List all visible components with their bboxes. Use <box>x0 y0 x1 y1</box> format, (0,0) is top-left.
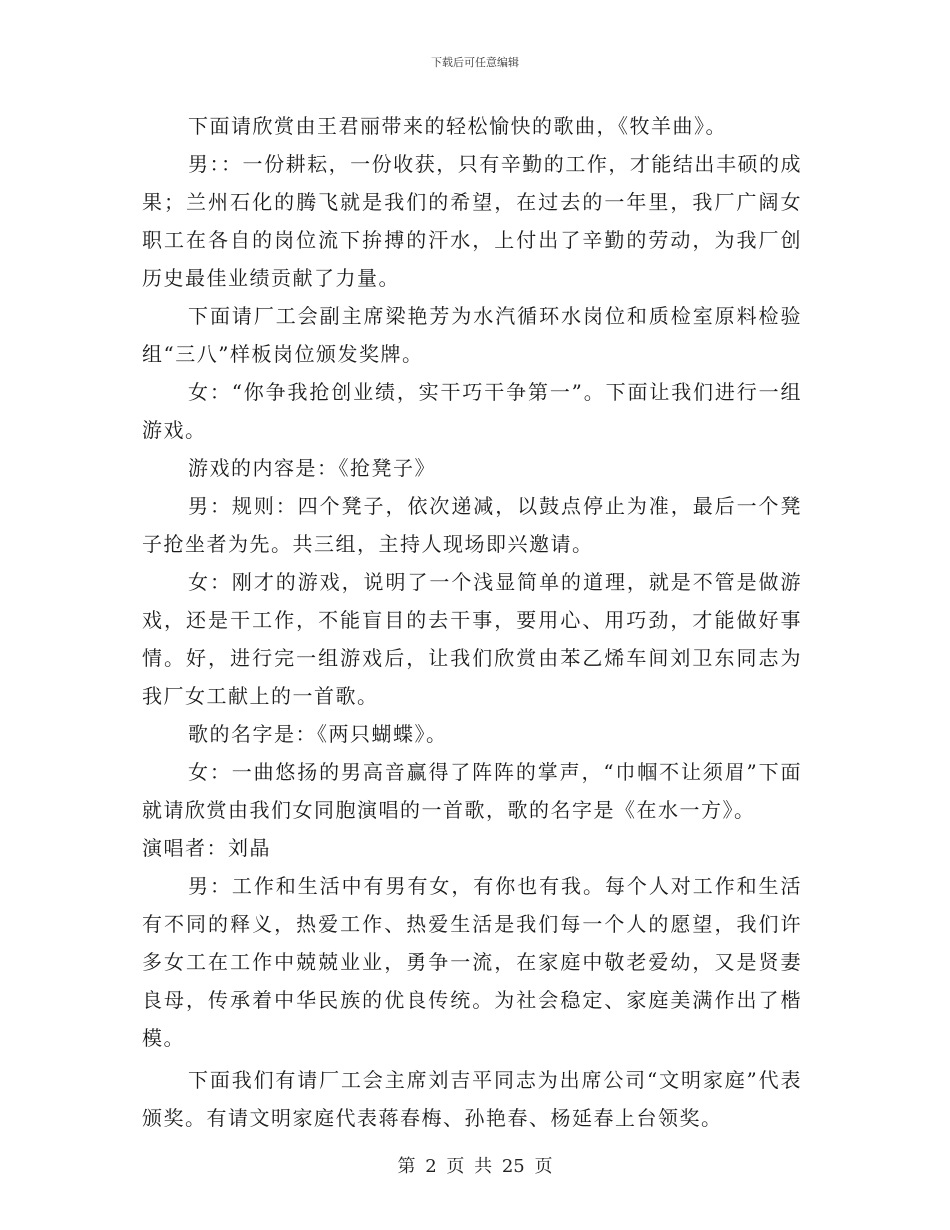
document-body <box>142 107 802 1137</box>
paragraph: 下面我们有请厂工会主席刘吉平同志为出席公司“文明家庭”代表颁奖。有请文明家庭代表蒋春梅、孙艳春、杨延春上台领奖。 <box>142 1068 802 1130</box>
paragraph: 女：刚才的游戏，说明了一个浅显简单的道理，就是不管是做游戏，还是干工作，不能盲目的去干事，要用心、用巧劲，才能做好事情。好，进行完一组游戏后，让我们欣赏由苯乙烯车间刘卫东同志为我厂女工献上的一首歌。 <box>142 570 802 708</box>
paragraph: 演唱者：刘晶 <box>142 836 271 860</box>
paragraph: 女：一曲悠扬的男高音赢得了阵阵的掌声，“巾帼不让须眉”下面就请欣赏由我们女同胞演唱的一首歌，歌的名字是《在水一方》。 <box>142 760 802 822</box>
paragraph: 女：“你争我抢创业绩，实干巧干争第一”。下面让我们进行一组游戏。 <box>142 380 802 442</box>
paragraph: 歌的名字是：《两只蝴蝶》。 <box>188 722 448 746</box>
page-number: 第 2 页 共 25 页 <box>397 1156 553 1177</box>
paragraph: 男：工作和生活中有男有女，有你也有我。每个人对工作和生活有不同的释义，热爱工作、热爱生活是我们每一个人的愿望，我们许多女工在工作中兢兢业业，勇争一流，在家庭中敬老爱幼，又是贤妻良母，传承着中华民族的优良传统。为社会稳定、家庭美满作出了楷模。 <box>142 874 802 1050</box>
page-header: 下载后可任意编辑 <box>431 56 519 69</box>
paragraph: 下面请厂工会副主席梁艳芳为水汽循环水岗位和质检室原料检验组“三八”样板岗位颁发奖牌。 <box>142 304 802 366</box>
paragraph: 游戏的内容是：《抢凳子》 <box>188 456 436 480</box>
paragraph: 下面请欣赏由王君丽带来的轻松愉快的歌曲，《牧羊曲》。 <box>188 114 727 138</box>
paragraph: 男：规则：四个凳子，依次递减，以鼓点停止为准，最后一个凳子抢坐者为先。共三组，主持人现场即兴邀请。 <box>142 494 802 556</box>
paragraph: 男：：一份耕耘，一份收获，只有辛勤的工作，才能结出丰硕的成果；兰州石化的腾飞就是我们的希望，在过去的一年里，我厂广阔女职工在各自的岗位流下拚搏的汗水，上付出了辛勤的劳动，为我厂创历史最佳业绩贡献了力量。 <box>142 152 802 290</box>
